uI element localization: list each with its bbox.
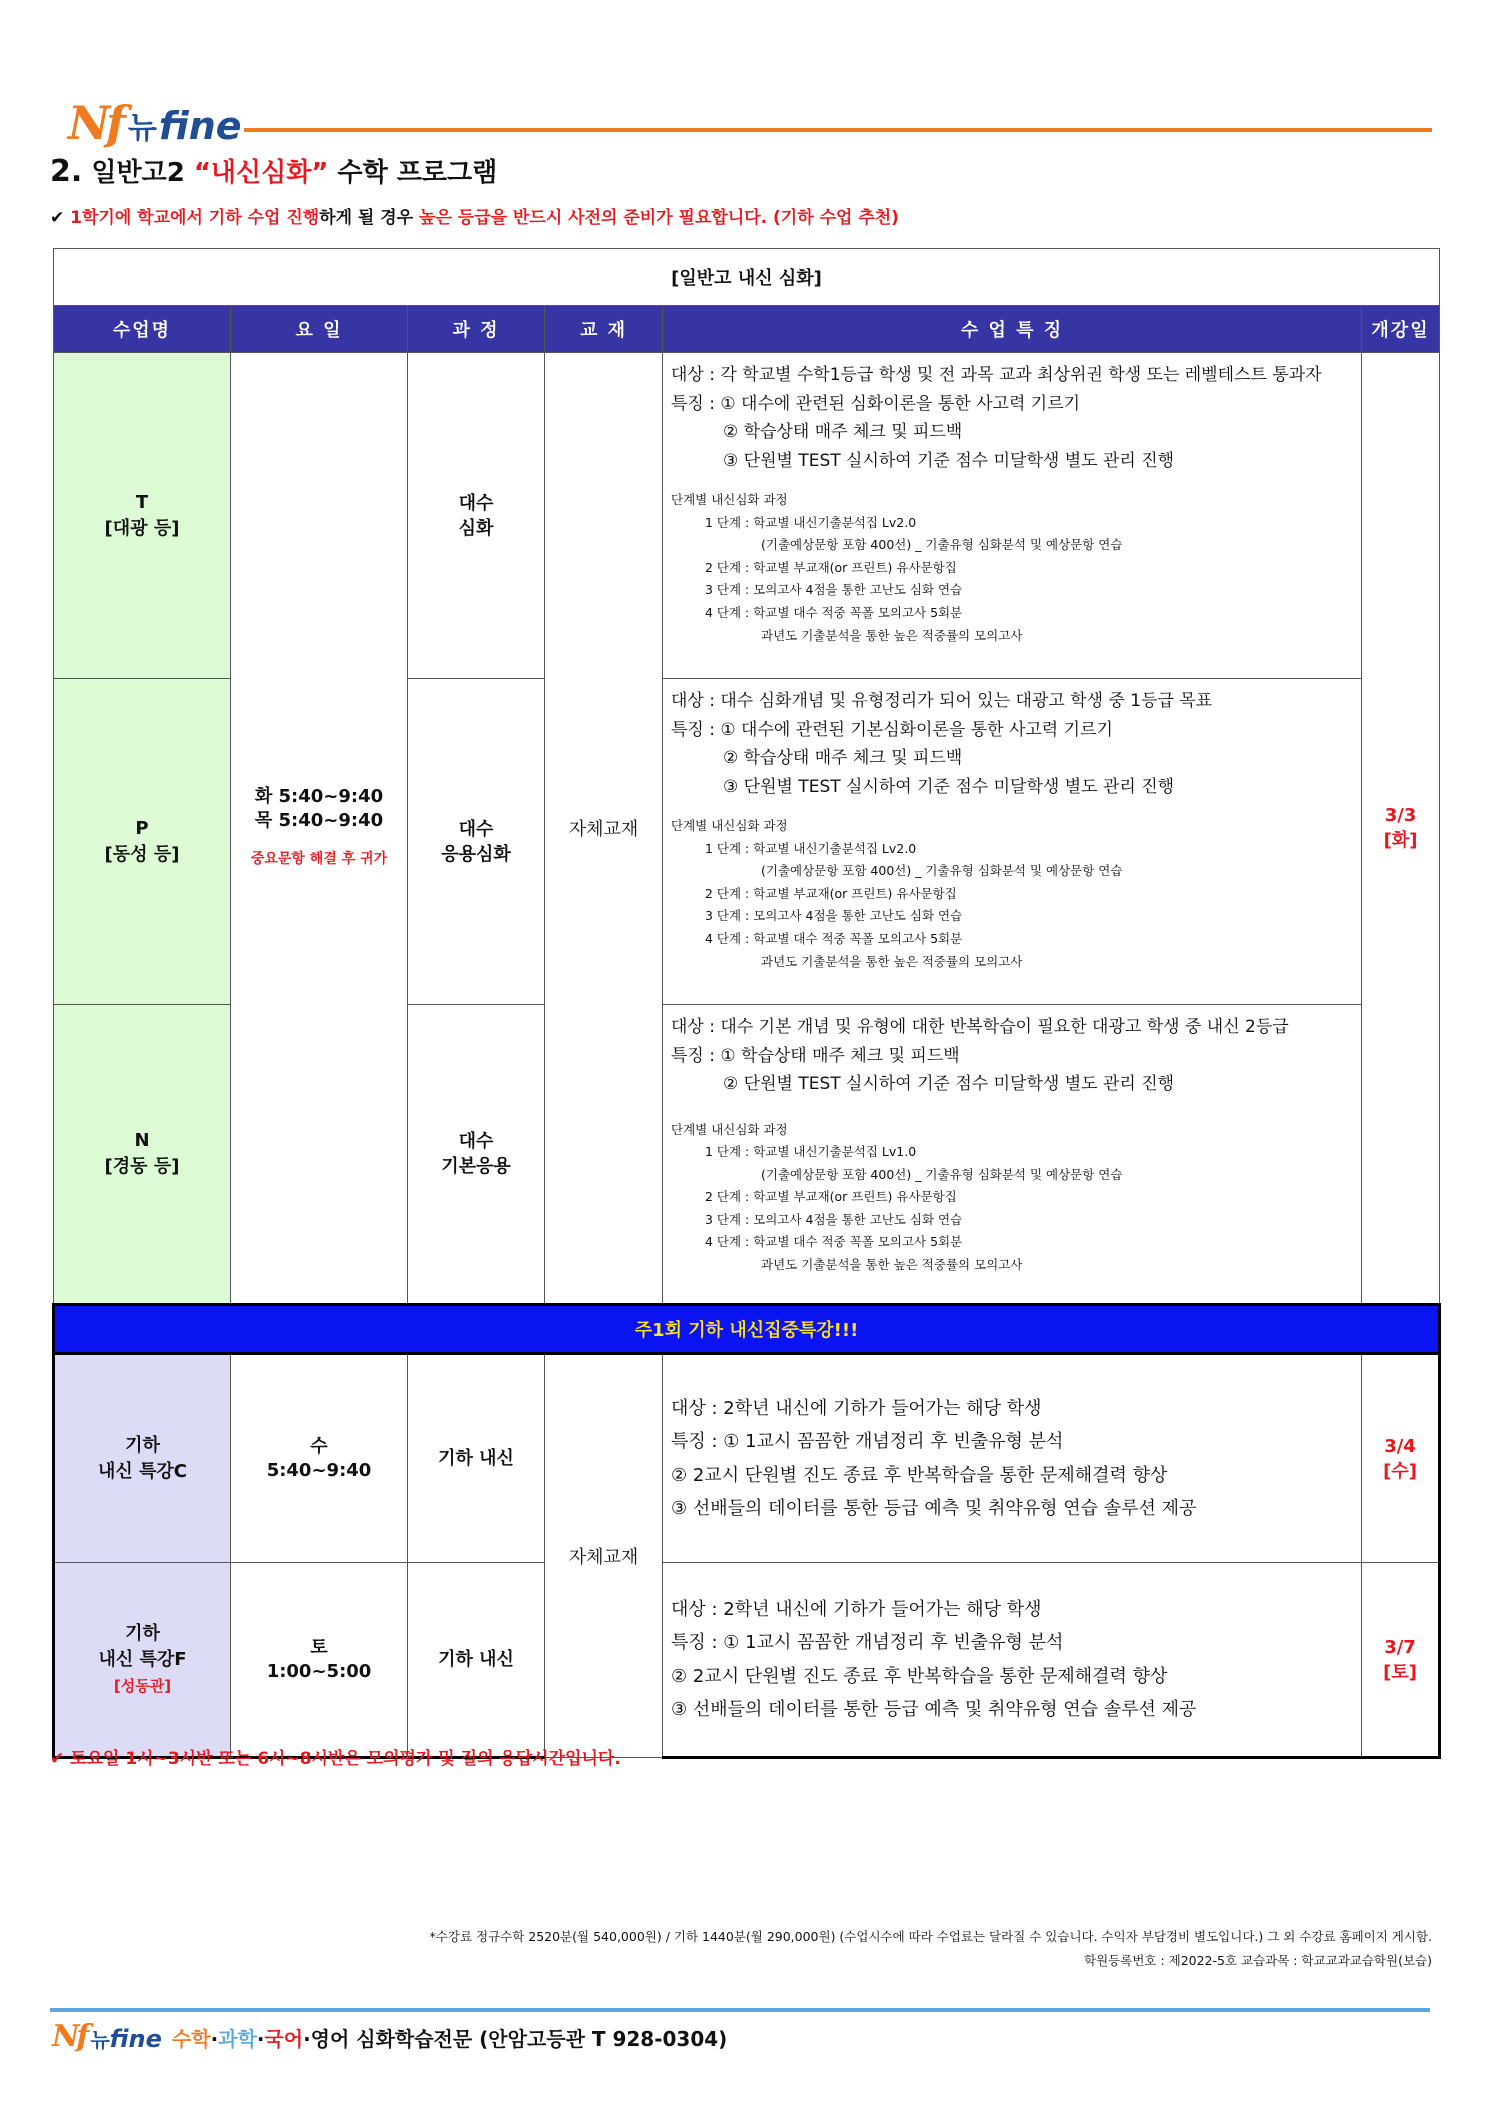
check-icon: ✔	[50, 208, 71, 228]
course-cell: 대수 기본응용	[408, 1005, 545, 1305]
feature-cell: 대상 : 2학년 내신에 기하가 들어가는 해당 학생 특징 : ① 1교시 꼼꼼한 개념정리 후 빈출유형 분석 ② 2교시 단원별 진도 종료 후 반복학습을 통한 문제해결력 향상 ③ 선배들의 데이터를 통한 등급 예측 및 취약유형 연습 솔루션 제공	[663, 1563, 1362, 1758]
header-class: 수업명	[54, 306, 231, 353]
textbook-cell: 자체교재	[545, 1354, 663, 1758]
title-pre: 일반고2	[91, 158, 194, 188]
schedule-note: 중요문항 해결 후 귀가	[250, 851, 388, 867]
class-name: 기하 내신 특강F [성동관]	[54, 1563, 231, 1758]
page-title	[50, 152, 497, 189]
logo-nyu: 뉴	[127, 111, 157, 146]
feature-cell: 대상 : 대수 심화개념 및 유형정리가 되어 있는 대광고 학생 중 1등급 목표 특징 : ① 대수에 관련된 기본심화이론을 통한 사고력 기르기 ② 학습상태 매주 체크 및 피드백 ③ 단원별 TEST 실시하여 기준 점수 미달학생 별도 관리 진행 단계별 내신심화 과정 1 단계 : 학교별 내신기출분석집 Lv2.0 (기출예상문항 포함 400선) _ 기출유형 심화분석 및 예상문항 연습 2 단계 : 학교별 부교재(or 프린트) 유사문항집 3 단계 : 모의고사 4점을 통한 고난도 심화 연습 4 단계 : 학교별 대수 적중 꼭폴 모의고사 5회분 과년도 기출분석을 통한 높은 적중률의 모의고사	[663, 679, 1362, 1005]
feature-cell: 대상 : 2학년 내신에 기하가 들어가는 해당 학생 특징 : ① 1교시 꼼꼼한 개념정리 후 빈출유형 분석 ② 2교시 단원별 진도 종료 후 반복학습을 통한 문제해결력 향상 ③ 선배들의 데이터를 통한 등급 예측 및 취약유형 연습 솔루션 제공	[663, 1354, 1362, 1563]
brand-logo	[68, 94, 242, 150]
class-name: 기하 내신 특강C	[54, 1354, 231, 1563]
schedule-cell: 토 1:00~5:00	[231, 1563, 408, 1758]
footer-brand	[52, 2019, 728, 2054]
table-row	[54, 1563, 1440, 1758]
class-name: T [대광 등]	[54, 353, 231, 679]
course-cell: 기하 내신	[408, 1354, 545, 1563]
course-cell: 대수 심화	[408, 353, 545, 679]
header-open: 개강일	[1362, 306, 1440, 353]
footer-logo-nyu: 뉴	[90, 2028, 110, 2052]
footer-divider	[50, 2008, 1430, 2012]
header-course: 과 정	[408, 306, 545, 353]
footer-logo-mark: Nf	[52, 2019, 87, 2054]
logo-mark: Nf	[68, 96, 122, 150]
open-date-cell: 3/4 [수]	[1362, 1354, 1440, 1563]
table-row	[54, 353, 1440, 679]
fee-line: *수강료 정규수학 2520분(월 540,000원) / 기하 1440분(월 290,000원) (수업시수에 따라 수업료는 달라질 수 있습니다. 수익자 부담경비 별도입니다.) 그 외 수강료 홈페이지 게시함.	[429, 1929, 1432, 1944]
special-banner: 주1회 기하 내신집중특강!!!	[54, 1305, 1440, 1354]
course-cell: 기하 내신	[408, 1563, 545, 1758]
feature-cell: 대상 : 각 학교별 수학1등급 학생 및 전 과목 교과 최상위권 학생 또는 레벨테스트 통과자 특징 : ① 대수에 관련된 심화이론을 통한 사고력 기르기 ② 학습상태 매주 체크 및 피드백 ③ 단원별 TEST 실시하여 기준 점수 미달학생 별도 관리 진행 단계별 내신심화 과정 1 단계 : 학교별 내신기출분석집 Lv2.0 (기출예상문항 포함 400선) _ 기출유형 심화분석 및 예상문항 연습 2 단계 : 학교별 부교재(or 프린트) 유사문항집 3 단계 : 모의고사 4점을 통한 고난도 심화 연습 4 단계 : 학교별 대수 적중 꼭폴 모의고사 5회분 과년도 기출분석을 통한 높은 적중률의 모의고사	[663, 353, 1362, 679]
open-date-cell: 3/7 [토]	[1362, 1563, 1440, 1758]
registration-line: 학원등록번호 : 제2022-5호 교습과목 : 학교교과교습학원(보습)	[1084, 1953, 1432, 1968]
schedule-cell	[231, 353, 408, 1305]
title-number: 2.	[50, 154, 83, 189]
program-table	[52, 248, 1441, 1759]
header-textbook: 교 재	[545, 306, 663, 353]
course-cell: 대수 응용심화	[408, 679, 545, 1005]
notice-red1: 1학기에 학교에서 기하 수업 진행	[70, 208, 320, 228]
notice-red2: 높은 등급을 반드시 사전의 준비가 필요합니다. (기하 수업 추천)	[419, 208, 899, 228]
footnote: ✔ 토요일 1시~3시반 또는 6시~8시반은 모의평가 및 질의 응답시간입니다.	[50, 1749, 621, 1769]
class-name: P [동성 등]	[54, 679, 231, 1005]
header-features: 수 업 특 징	[663, 306, 1362, 353]
logo-fine: fine	[158, 104, 242, 148]
textbook-cell: 자체교재	[545, 353, 663, 1305]
open-date-cell: 3/3 [화]	[1362, 353, 1440, 1305]
class-name: N [경동 등]	[54, 1005, 231, 1305]
notice-black: 하게 될 경우	[319, 208, 420, 228]
notice	[50, 203, 899, 228]
table-title: [일반고 내신 심화]	[54, 249, 1440, 306]
footer-logo-fine: fine	[109, 2025, 162, 2053]
schedule-tue: 화 5:40~9:40	[254, 786, 384, 807]
header-day: 요 일	[231, 306, 408, 353]
title-post: 수학 프로그램	[328, 158, 498, 188]
schedule-thu: 목 5:40~9:40	[254, 810, 384, 831]
feature-cell: 대상 : 대수 기본 개념 및 유형에 대한 반복학습이 필요한 대광고 학생 중 내신 2등급 특징 : ① 학습상태 매주 체크 및 피드백 ② 단원별 TEST 실시하여 기준 점수 미달학생 별도 관리 진행 단계별 내신심화 과정 1 단계 : 학교별 내신기출분석집 Lv1.0 (기출예상문항 포함 400선) _ 기출유형 심화분석 및 예상문항 연습 2 단계 : 학교별 부교재(or 프린트) 유사문항집 3 단계 : 모의고사 4점을 통한 고난도 심화 연습 4 단계 : 학교별 대수 적중 꼭폴 모의고사 5회분 과년도 기출분석을 통한 높은 적중률의 모의고사	[663, 1005, 1362, 1305]
footer-tagline: 수학·과학·국어·영어 심화학습전문 (안암고등관 T 928-0304)	[171, 2027, 728, 2051]
title-highlight: “내신심화”	[193, 158, 329, 188]
fee-info	[430, 1925, 1432, 1973]
schedule-cell: 수 5:40~9:40	[231, 1354, 408, 1563]
table-row	[54, 1354, 1440, 1563]
header-divider	[244, 128, 1432, 132]
